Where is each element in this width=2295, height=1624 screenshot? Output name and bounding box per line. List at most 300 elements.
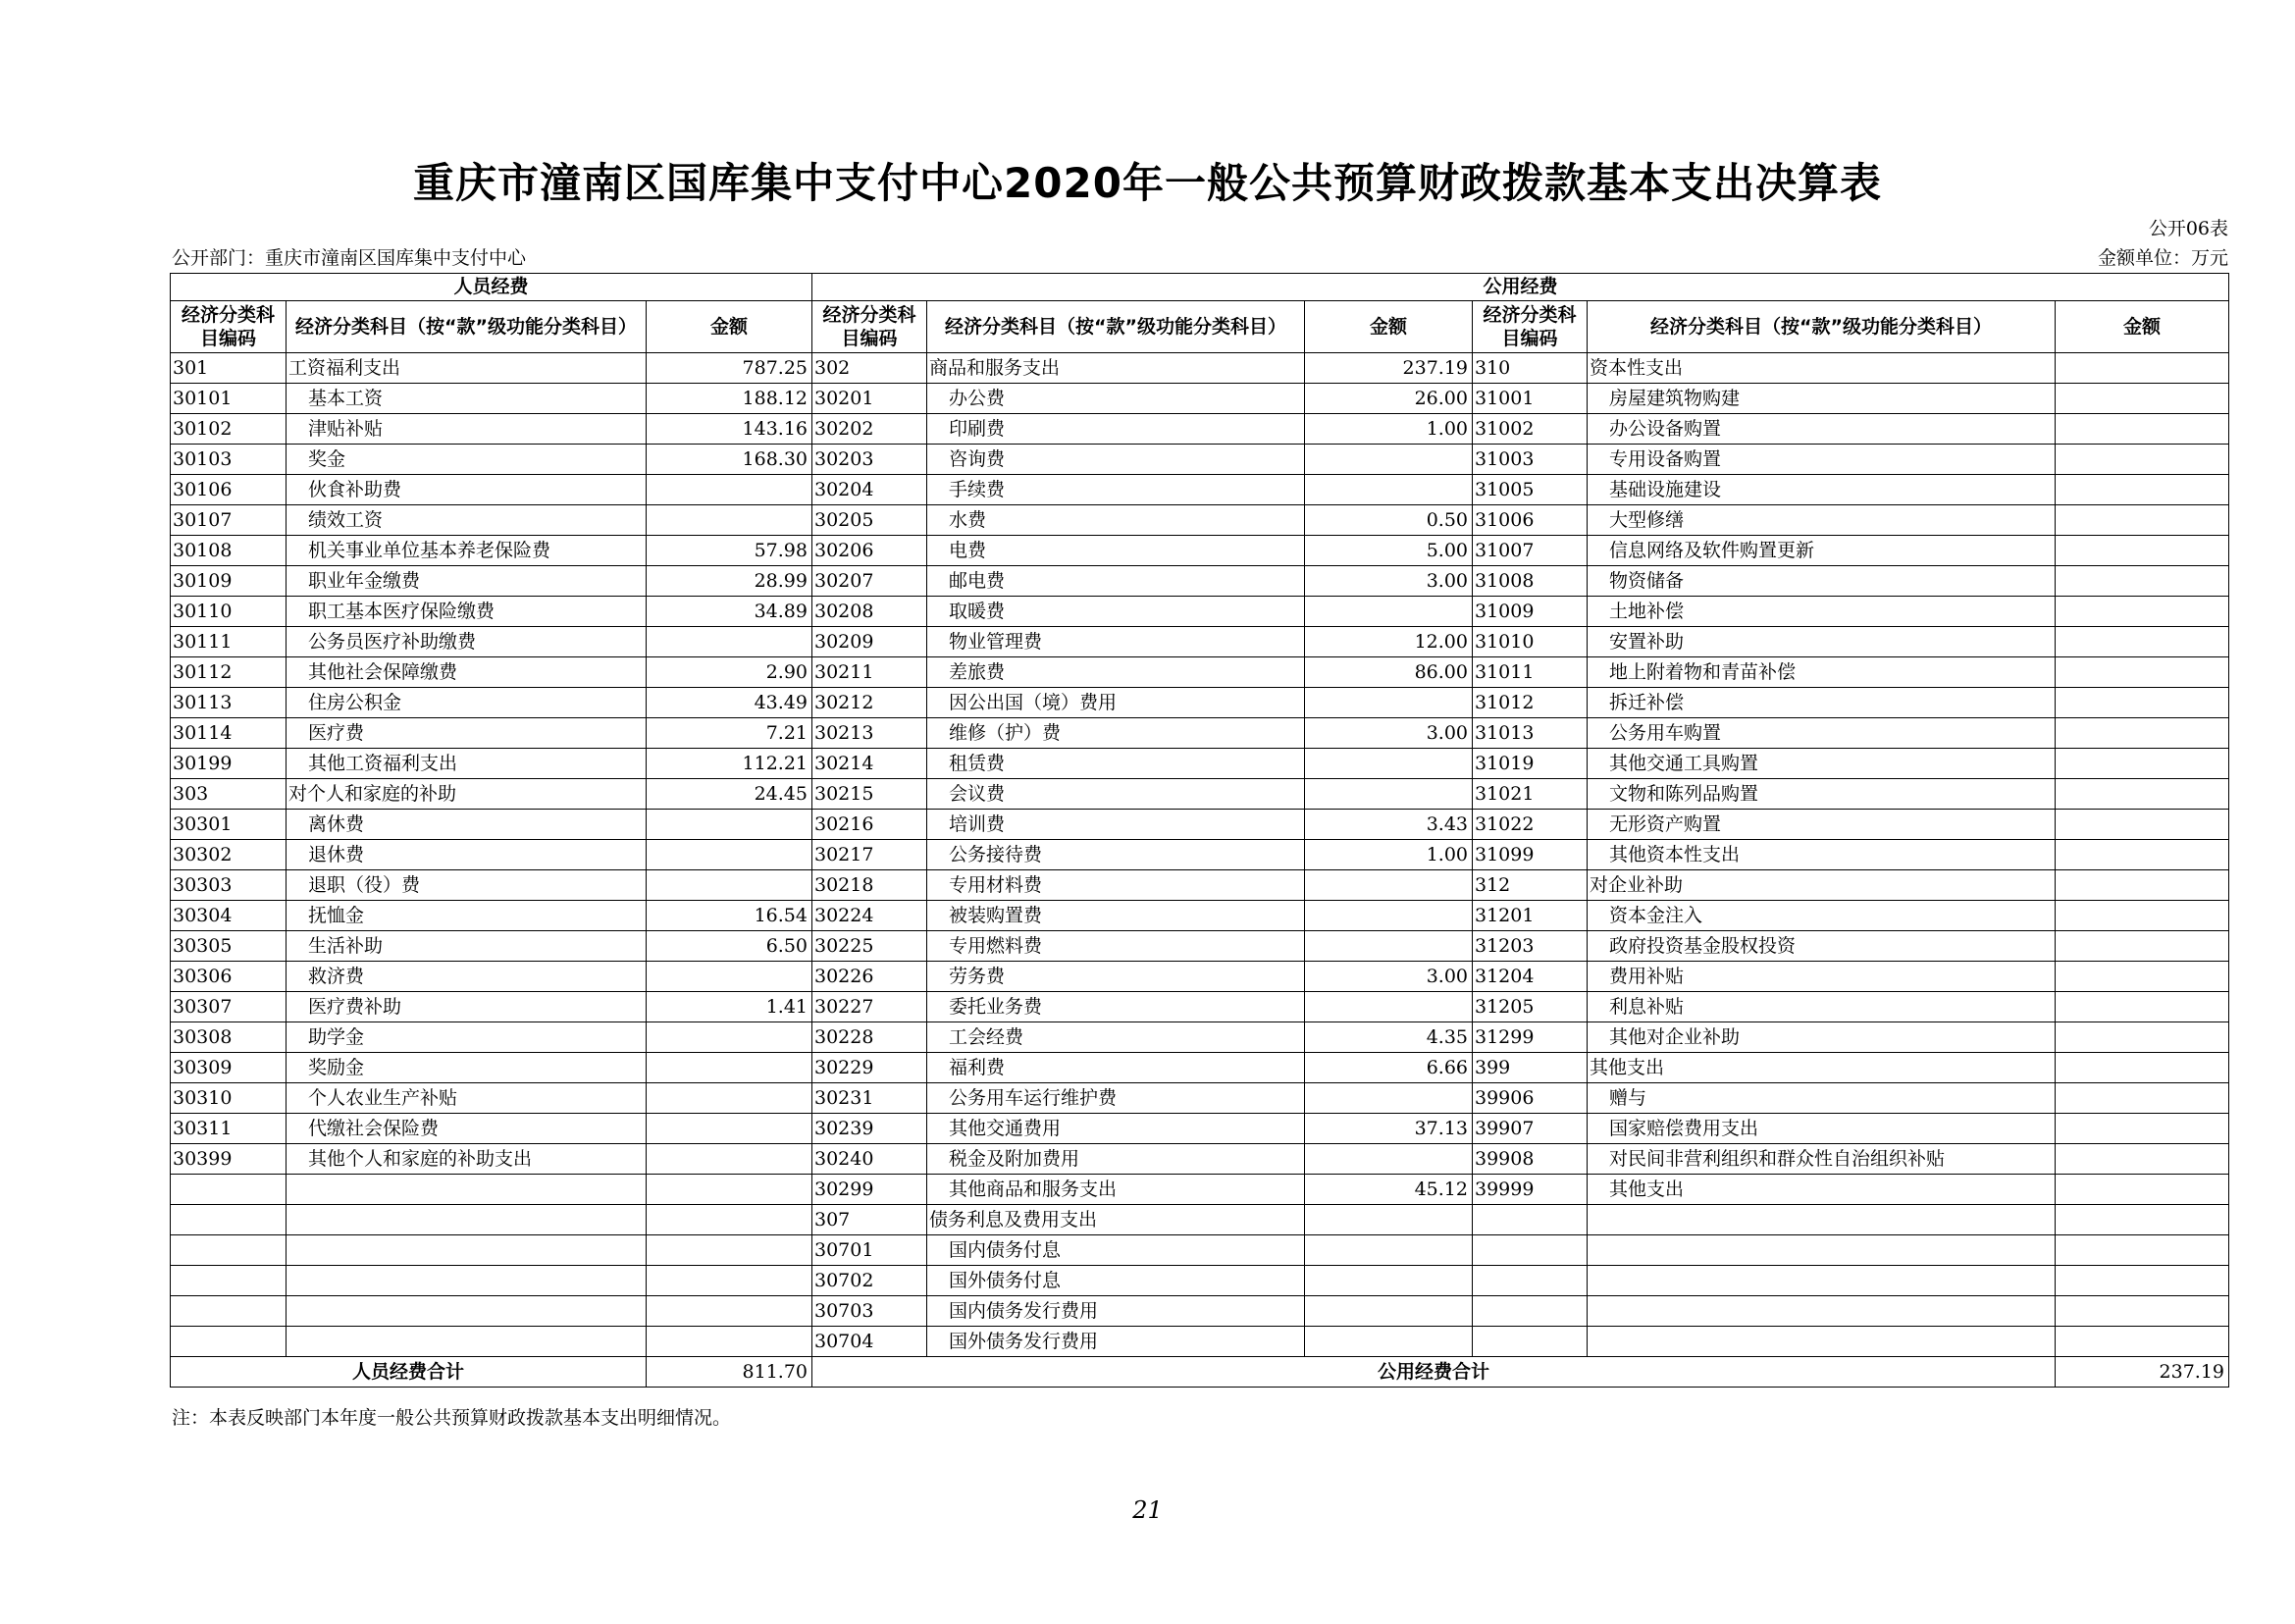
cell-amount-3 [2056, 1022, 2229, 1053]
cell-code-3: 31011 [1473, 657, 1588, 688]
cell-name-1: 医疗费 [287, 718, 647, 749]
cell-code-3: 39999 [1473, 1175, 1588, 1205]
cell-amount-2: 1.00 [1305, 840, 1473, 870]
cell-amount-1: 43.49 [647, 688, 812, 718]
cell-amount-3 [2056, 1296, 2229, 1327]
cell-code-2: 30227 [812, 992, 927, 1022]
cell-code-2: 30207 [812, 566, 927, 597]
cell-amount-1 [647, 810, 812, 840]
cell-code-1 [171, 1235, 287, 1266]
cell-name-3: 物资储备 [1588, 566, 2056, 597]
cell-code-1: 30399 [171, 1144, 287, 1175]
cell-amount-2: 26.00 [1305, 384, 1473, 414]
cell-code-2: 30299 [812, 1175, 927, 1205]
cell-name-3: 信息网络及软件购置更新 [1588, 536, 2056, 566]
cell-code-2: 30228 [812, 1022, 927, 1053]
cell-code-2: 30214 [812, 749, 927, 779]
cell-name-1: 救济费 [287, 962, 647, 992]
cell-code-2: 30204 [812, 475, 927, 505]
cell-name-2: 专用燃料费 [927, 931, 1305, 962]
cell-code-1: 30101 [171, 384, 287, 414]
cell-amount-2: 45.12 [1305, 1175, 1473, 1205]
cell-name-1: 个人农业生产补贴 [287, 1083, 647, 1114]
cell-name-2: 税金及附加费用 [927, 1144, 1305, 1175]
cell-name-1: 伙食补助费 [287, 475, 647, 505]
cell-amount-3 [2056, 384, 2229, 414]
cell-code-3: 39906 [1473, 1083, 1588, 1114]
cell-code-3: 310 [1473, 353, 1588, 384]
table-row [171, 505, 2229, 536]
cell-amount-2: 3.43 [1305, 810, 1473, 840]
cell-name-1: 住房公积金 [287, 688, 647, 718]
cell-code-3: 31009 [1473, 597, 1588, 627]
cell-code-2: 30212 [812, 688, 927, 718]
cell-amount-3 [2056, 505, 2229, 536]
cell-amount-1 [647, 1205, 812, 1235]
cell-code-2: 30702 [812, 1266, 927, 1296]
cell-code-3: 31299 [1473, 1022, 1588, 1053]
table-row [171, 627, 2229, 657]
cell-name-1 [287, 1327, 647, 1357]
cell-name-3: 费用补贴 [1588, 962, 2056, 992]
table-row [171, 779, 2229, 810]
table-note: 注：本表反映部门本年度一般公共预算财政拨款基本支出明细情况。 [172, 1407, 732, 1429]
cell-name-1: 其他社会保障缴费 [287, 657, 647, 688]
cell-code-1: 30109 [171, 566, 287, 597]
cell-code-1: 30108 [171, 536, 287, 566]
cell-code-1: 30107 [171, 505, 287, 536]
cell-amount-3 [2056, 718, 2229, 749]
cell-code-2: 30226 [812, 962, 927, 992]
cell-code-1: 30302 [171, 840, 287, 870]
public-total-value: 237.19 [2056, 1357, 2229, 1388]
cell-amount-1: 57.98 [647, 536, 812, 566]
table-row [171, 414, 2229, 445]
cell-code-2: 302 [812, 353, 927, 384]
cell-amount-1: 143.16 [647, 414, 812, 445]
cell-code-3: 31003 [1473, 445, 1588, 475]
cell-name-2: 租赁费 [927, 749, 1305, 779]
cell-amount-2: 4.35 [1305, 1022, 1473, 1053]
cell-code-3: 31099 [1473, 840, 1588, 870]
cell-code-2: 30217 [812, 840, 927, 870]
cell-name-2: 债务利息及费用支出 [927, 1205, 1305, 1235]
header-amount-2: 金额 [1305, 301, 1473, 353]
cell-amount-2 [1305, 1327, 1473, 1357]
cell-amount-2: 37.13 [1305, 1114, 1473, 1144]
cell-name-1: 津贴补贴 [287, 414, 647, 445]
cell-name-2: 国内债务付息 [927, 1235, 1305, 1266]
cell-name-1: 机关事业单位基本养老保险费 [287, 536, 647, 566]
header-name-3: 经济分类科目（按“款”级功能分类科目） [1588, 301, 2056, 353]
cell-name-2: 公务接待费 [927, 840, 1305, 870]
cell-amount-2: 3.00 [1305, 718, 1473, 749]
cell-name-2: 物业管理费 [927, 627, 1305, 657]
cell-amount-3 [2056, 1114, 2229, 1144]
table-row [171, 688, 2229, 718]
cell-code-3: 399 [1473, 1053, 1588, 1083]
cell-code-1: 30111 [171, 627, 287, 657]
cell-name-1 [287, 1205, 647, 1235]
cell-amount-2 [1305, 445, 1473, 475]
cell-amount-2: 1.00 [1305, 414, 1473, 445]
cell-amount-2: 86.00 [1305, 657, 1473, 688]
header-name-2: 经济分类科目（按“款”级功能分类科目） [927, 301, 1305, 353]
cell-name-2: 取暖费 [927, 597, 1305, 627]
cell-code-1: 30305 [171, 931, 287, 962]
cell-amount-1 [647, 1235, 812, 1266]
cell-code-2: 30224 [812, 901, 927, 931]
cell-code-1: 30114 [171, 718, 287, 749]
cell-code-2: 30240 [812, 1144, 927, 1175]
cell-name-2: 水费 [927, 505, 1305, 536]
cell-code-1: 30303 [171, 870, 287, 901]
cell-code-2: 30202 [812, 414, 927, 445]
cell-name-3 [1588, 1205, 2056, 1235]
cell-name-2: 办公费 [927, 384, 1305, 414]
cell-code-1: 30309 [171, 1053, 287, 1083]
cell-amount-1: 34.89 [647, 597, 812, 627]
cell-name-2: 其他商品和服务支出 [927, 1175, 1305, 1205]
cell-code-1: 30103 [171, 445, 287, 475]
cell-code-1 [171, 1296, 287, 1327]
cell-name-1: 助学金 [287, 1022, 647, 1053]
cell-code-2: 30211 [812, 657, 927, 688]
cell-name-3: 公务用车购置 [1588, 718, 2056, 749]
cell-amount-3 [2056, 1266, 2229, 1296]
cell-amount-2 [1305, 992, 1473, 1022]
cell-name-2: 会议费 [927, 779, 1305, 810]
cell-code-2: 30703 [812, 1296, 927, 1327]
cell-code-3 [1473, 1205, 1588, 1235]
cell-amount-3 [2056, 1205, 2229, 1235]
cell-code-3: 39908 [1473, 1144, 1588, 1175]
cell-code-3: 31205 [1473, 992, 1588, 1022]
cell-amount-3 [2056, 810, 2229, 840]
cell-amount-3 [2056, 749, 2229, 779]
cell-amount-2: 3.00 [1305, 962, 1473, 992]
cell-name-2: 其他交通费用 [927, 1114, 1305, 1144]
table-row [171, 657, 2229, 688]
cell-code-3 [1473, 1266, 1588, 1296]
unit-label: 金额单位：万元 [2097, 247, 2228, 269]
cell-name-3: 对民间非营利组织和群众性自治组织补贴 [1588, 1144, 2056, 1175]
cell-code-1: 30106 [171, 475, 287, 505]
cell-name-3: 地上附着物和青苗补偿 [1588, 657, 2056, 688]
cell-amount-2: 237.19 [1305, 353, 1473, 384]
cell-name-2: 公务用车运行维护费 [927, 1083, 1305, 1114]
cell-name-1: 离休费 [287, 810, 647, 840]
cell-amount-3 [2056, 688, 2229, 718]
cell-code-3: 39907 [1473, 1114, 1588, 1144]
cell-code-2: 30205 [812, 505, 927, 536]
cell-amount-2: 3.00 [1305, 566, 1473, 597]
cell-amount-1: 168.30 [647, 445, 812, 475]
cell-amount-3 [2056, 992, 2229, 1022]
cell-name-3: 国家赔偿费用支出 [1588, 1114, 2056, 1144]
table-row [171, 718, 2229, 749]
cell-amount-1 [647, 1144, 812, 1175]
cell-amount-1: 7.21 [647, 718, 812, 749]
cell-amount-1 [647, 1266, 812, 1296]
cell-name-3: 其他支出 [1588, 1175, 2056, 1205]
cell-amount-3 [2056, 840, 2229, 870]
cell-name-3: 其他对企业补助 [1588, 1022, 2056, 1053]
table-row [171, 1022, 2229, 1053]
header-code-1: 经济分类科目编码 [171, 301, 287, 353]
cell-amount-3 [2056, 657, 2229, 688]
cell-amount-2: 12.00 [1305, 627, 1473, 657]
cell-code-3: 31002 [1473, 414, 1588, 445]
cell-name-2: 商品和服务支出 [927, 353, 1305, 384]
cell-amount-1: 24.45 [647, 779, 812, 810]
cell-amount-1 [647, 1053, 812, 1083]
cell-name-2: 福利费 [927, 1053, 1305, 1083]
cell-code-3: 31012 [1473, 688, 1588, 718]
cell-name-2: 劳务费 [927, 962, 1305, 992]
cell-name-3: 资本性支出 [1588, 353, 2056, 384]
cell-amount-1 [647, 840, 812, 870]
table-row [171, 1296, 2229, 1327]
page-number: 21 [1132, 1496, 1163, 1524]
cell-code-1: 30308 [171, 1022, 287, 1053]
totals-row [171, 1357, 2229, 1388]
cell-code-2: 30218 [812, 870, 927, 901]
cell-name-2: 因公出国（境）费用 [927, 688, 1305, 718]
cell-code-1: 30310 [171, 1083, 287, 1114]
cell-amount-1 [647, 1327, 812, 1357]
header-code-3: 经济分类科目编码 [1473, 301, 1588, 353]
cell-name-3: 大型修缮 [1588, 505, 2056, 536]
cell-name-2: 电费 [927, 536, 1305, 566]
cell-amount-1: 112.21 [647, 749, 812, 779]
cell-name-3 [1588, 1235, 2056, 1266]
table-row [171, 810, 2229, 840]
cell-name-2: 工会经费 [927, 1022, 1305, 1053]
cell-name-1: 公务员医疗补助缴费 [287, 627, 647, 657]
cell-code-1: 301 [171, 353, 287, 384]
cell-amount-2 [1305, 1296, 1473, 1327]
cell-amount-3 [2056, 1144, 2229, 1175]
cell-name-3: 专用设备购置 [1588, 445, 2056, 475]
cell-amount-2 [1305, 597, 1473, 627]
cell-name-1: 对个人和家庭的补助 [287, 779, 647, 810]
cell-name-1 [287, 1296, 647, 1327]
cell-name-3: 安置补助 [1588, 627, 2056, 657]
cell-amount-1 [647, 1114, 812, 1144]
cell-name-2: 国外债务发行费用 [927, 1327, 1305, 1357]
cell-amount-2: 5.00 [1305, 536, 1473, 566]
cell-amount-1 [647, 1083, 812, 1114]
cell-amount-1 [647, 1175, 812, 1205]
cell-code-1: 30112 [171, 657, 287, 688]
cell-name-2: 国外债务付息 [927, 1266, 1305, 1296]
header-code-2: 经济分类科目编码 [812, 301, 927, 353]
cell-code-1: 303 [171, 779, 287, 810]
cell-name-3: 政府投资基金股权投资 [1588, 931, 2056, 962]
cell-name-1: 医疗费补助 [287, 992, 647, 1022]
cell-amount-2 [1305, 475, 1473, 505]
cell-amount-2 [1305, 779, 1473, 810]
department-label: 公开部门：重庆市潼南区国库集中支付中心 [172, 247, 527, 269]
cell-amount-1: 2.90 [647, 657, 812, 688]
table-row [171, 1083, 2229, 1114]
cell-code-3: 31019 [1473, 749, 1588, 779]
cell-name-3: 办公设备购置 [1588, 414, 2056, 445]
public-total-label: 公用经费合计 [812, 1357, 2056, 1388]
cell-code-3: 31201 [1473, 901, 1588, 931]
cell-code-3: 31021 [1473, 779, 1588, 810]
table-row [171, 536, 2229, 566]
cell-amount-3 [2056, 870, 2229, 901]
cell-code-1: 30307 [171, 992, 287, 1022]
cell-code-2: 30701 [812, 1235, 927, 1266]
cell-name-3 [1588, 1266, 2056, 1296]
cell-code-3: 31204 [1473, 962, 1588, 992]
cell-amount-3 [2056, 1235, 2229, 1266]
cell-code-2: 307 [812, 1205, 927, 1235]
cell-name-2: 委托业务费 [927, 992, 1305, 1022]
cell-name-1 [287, 1235, 647, 1266]
cell-amount-3 [2056, 445, 2229, 475]
header-name-1: 经济分类科目（按“款”级功能分类科目） [287, 301, 647, 353]
cell-code-1 [171, 1327, 287, 1357]
cell-amount-3 [2056, 566, 2229, 597]
cell-name-2: 维修（护）费 [927, 718, 1305, 749]
table-row [171, 840, 2229, 870]
cell-amount-3 [2056, 627, 2229, 657]
cell-amount-3 [2056, 414, 2229, 445]
cell-name-2: 印刷费 [927, 414, 1305, 445]
cell-amount-1: 1.41 [647, 992, 812, 1022]
cell-code-3: 31001 [1473, 384, 1588, 414]
cell-code-2: 30704 [812, 1327, 927, 1357]
cell-name-3: 其他资本性支出 [1588, 840, 2056, 870]
cell-name-1 [287, 1266, 647, 1296]
cell-name-1: 退职（役）费 [287, 870, 647, 901]
cell-amount-3 [2056, 1083, 2229, 1114]
cell-code-2: 30225 [812, 931, 927, 962]
cell-amount-2 [1305, 901, 1473, 931]
cell-amount-1: 16.54 [647, 901, 812, 931]
cell-amount-1 [647, 475, 812, 505]
cell-amount-2 [1305, 931, 1473, 962]
cell-name-1: 奖励金 [287, 1053, 647, 1083]
cell-name-3: 拆迁补偿 [1588, 688, 2056, 718]
cell-name-3: 利息补贴 [1588, 992, 2056, 1022]
cell-name-1: 奖金 [287, 445, 647, 475]
table-row [171, 1144, 2229, 1175]
cell-code-2: 30229 [812, 1053, 927, 1083]
cell-code-1: 30199 [171, 749, 287, 779]
cell-code-3 [1473, 1235, 1588, 1266]
cell-amount-1: 188.12 [647, 384, 812, 414]
cell-amount-2: 6.66 [1305, 1053, 1473, 1083]
group-public: 公用经费 [812, 274, 2229, 301]
header-amount-1: 金额 [647, 301, 812, 353]
header-amount-3: 金额 [2056, 301, 2229, 353]
cell-code-1: 30306 [171, 962, 287, 992]
cell-name-1: 绩效工资 [287, 505, 647, 536]
cell-name-3: 土地补偿 [1588, 597, 2056, 627]
column-header-row [171, 301, 2229, 353]
page-title: 重庆市潼南区国库集中支付中心2020年一般公共预算财政拨款基本支出决算表 [413, 159, 1882, 207]
cell-amount-3 [2056, 962, 2229, 992]
personnel-total-label: 人员经费合计 [171, 1357, 647, 1388]
cell-name-1: 其他个人和家庭的补助支出 [287, 1144, 647, 1175]
form-number: 公开06表 [2148, 218, 2228, 239]
cell-amount-3 [2056, 1053, 2229, 1083]
table-row [171, 566, 2229, 597]
cell-name-2: 咨询费 [927, 445, 1305, 475]
cell-amount-2 [1305, 1144, 1473, 1175]
cell-amount-2 [1305, 688, 1473, 718]
cell-amount-3 [2056, 931, 2229, 962]
cell-name-3: 其他支出 [1588, 1053, 2056, 1083]
table-row [171, 1327, 2229, 1357]
cell-code-3: 31203 [1473, 931, 1588, 962]
cell-amount-3 [2056, 1175, 2229, 1205]
table-row [171, 1235, 2229, 1266]
cell-amount-3 [2056, 597, 2229, 627]
table-row [171, 870, 2229, 901]
cell-name-3: 无形资产购置 [1588, 810, 2056, 840]
table-row [171, 445, 2229, 475]
expenditure-table [170, 273, 2229, 1388]
personnel-total-value: 811.70 [647, 1357, 812, 1388]
cell-code-1: 30301 [171, 810, 287, 840]
cell-name-3 [1588, 1327, 2056, 1357]
cell-code-2: 30216 [812, 810, 927, 840]
table-row [171, 353, 2229, 384]
cell-name-1: 其他工资福利支出 [287, 749, 647, 779]
cell-name-2: 邮电费 [927, 566, 1305, 597]
cell-name-2: 手续费 [927, 475, 1305, 505]
cell-amount-3 [2056, 353, 2229, 384]
cell-amount-1: 28.99 [647, 566, 812, 597]
cell-amount-2 [1305, 1083, 1473, 1114]
cell-name-1: 职业年金缴费 [287, 566, 647, 597]
cell-amount-1 [647, 962, 812, 992]
cell-name-3: 文物和陈列品购置 [1588, 779, 2056, 810]
cell-amount-1: 6.50 [647, 931, 812, 962]
cell-code-2: 30209 [812, 627, 927, 657]
group-personnel: 人员经费 [171, 274, 812, 301]
cell-name-1: 生活补助 [287, 931, 647, 962]
cell-name-3: 资本金注入 [1588, 901, 2056, 931]
table-row [171, 901, 2229, 931]
cell-name-1: 退休费 [287, 840, 647, 870]
cell-code-1: 30304 [171, 901, 287, 931]
cell-name-1: 代缴社会保险费 [287, 1114, 647, 1144]
table-row [171, 962, 2229, 992]
cell-amount-2 [1305, 870, 1473, 901]
cell-code-2: 30203 [812, 445, 927, 475]
cell-amount-1 [647, 870, 812, 901]
cell-code-1 [171, 1175, 287, 1205]
cell-code-3: 31008 [1473, 566, 1588, 597]
cell-name-1 [287, 1175, 647, 1205]
cell-code-1: 30113 [171, 688, 287, 718]
table-row [171, 1205, 2229, 1235]
cell-code-3: 31006 [1473, 505, 1588, 536]
cell-code-1: 30311 [171, 1114, 287, 1144]
cell-amount-1 [647, 1022, 812, 1053]
cell-code-3: 31013 [1473, 718, 1588, 749]
cell-amount-2 [1305, 1266, 1473, 1296]
table-row [171, 1175, 2229, 1205]
cell-name-2: 培训费 [927, 810, 1305, 840]
